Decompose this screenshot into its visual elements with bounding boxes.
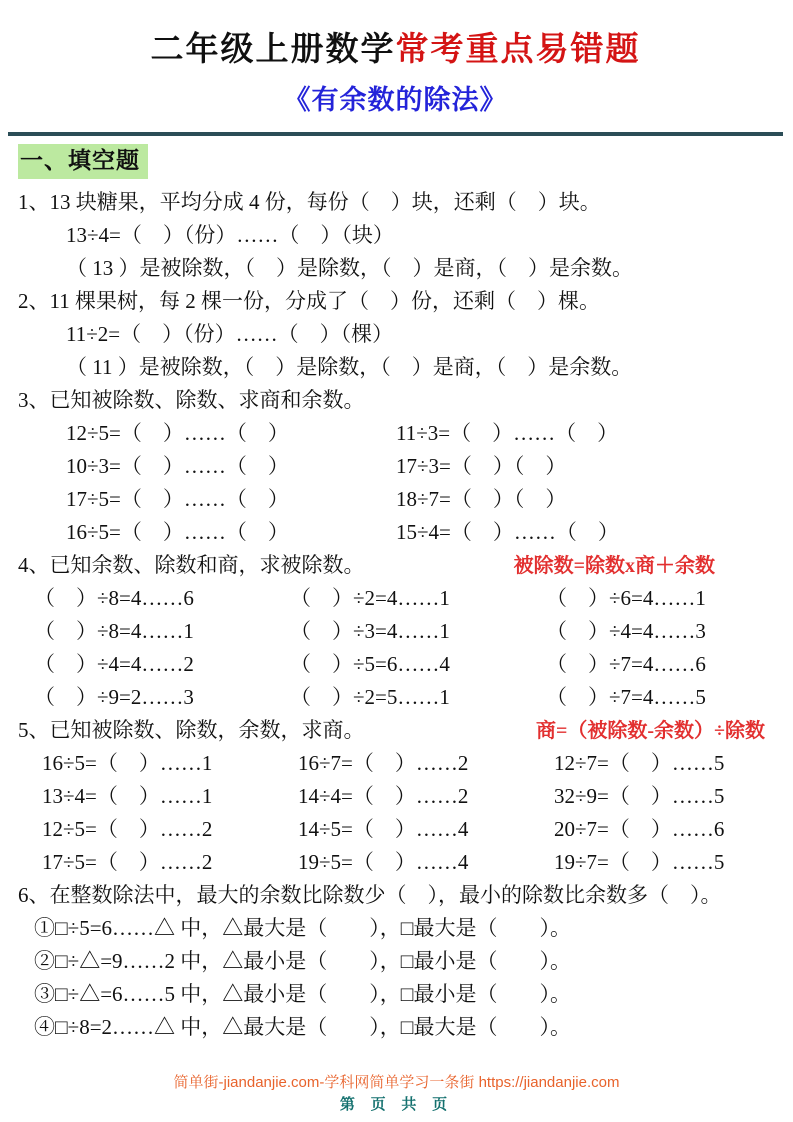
q4-title: 4、已知余数、除数和商，求被除数。 — [18, 553, 365, 577]
q4-equation: （ ）÷4=4……3 — [546, 619, 706, 643]
title-red-part: 常考重点易错题 — [395, 32, 641, 68]
q4-equation: （ ）÷6=4……1 — [546, 586, 706, 610]
q5-equation: 12÷7=（ ）……5 — [554, 751, 725, 775]
footer-page-number: 第 页 共 页 — [339, 1097, 454, 1113]
q3-equation: 16÷5=（ ）……（ ） — [66, 520, 289, 544]
q2-statement: 2、11 棵果树，每 2 棵一份，分成了（ ）份，还剩（ ）棵。 — [18, 289, 600, 313]
q5-header — [18, 714, 773, 747]
q2-terms: （ 11 ）是被除数，（ ）是除数，（ ）是商，（ ）是余数。 — [66, 355, 633, 379]
section-title: 一、填空题 — [18, 144, 148, 179]
q4-equation: （ ）÷8=4……6 — [34, 586, 194, 610]
q4-formula-hint: 被除数=除数x商＋余数 — [513, 555, 715, 577]
page-title — [18, 28, 773, 72]
q5-equation: 17÷5=（ ）……2 — [42, 850, 213, 874]
q3-equation: 17÷5=（ ）……（ ） — [66, 487, 289, 511]
q4-equation: （ ）÷5=6……4 — [290, 652, 450, 676]
q4-equation: （ ）÷2=4……1 — [290, 586, 450, 610]
q5-equation: 12÷5=（ ）……2 — [42, 817, 213, 841]
q6-title: 6、在整数除法中，最大的余数比除数少（ ），最小的除数比余数多（ ）。 — [18, 883, 722, 907]
q4-header — [18, 549, 773, 582]
q5-equation: 16÷7=（ ）……2 — [298, 751, 469, 775]
q4-equation: （ ）÷4=4……2 — [34, 652, 194, 676]
page-footer — [0, 1072, 793, 1116]
q5-equation: 14÷4=（ ）……2 — [298, 784, 469, 808]
q6-subitem-2: ②□÷△=9……2 中，△最小是（ ），□最小是（ ）。 — [34, 949, 571, 973]
q6-subitem-1: ①□÷5=6……△ 中，△最大是（ ），□最大是（ ）。 — [34, 916, 571, 940]
q1-equation: 13÷4=（ ）（份）……（ ）（块） — [66, 223, 394, 247]
q3-equation: 11÷3=（ ）……（ ） — [396, 421, 619, 445]
q4-equation: （ ）÷8=4……1 — [34, 619, 194, 643]
q3-title: 3、已知被除数、除数、求商和余数。 — [18, 388, 365, 412]
q5-equation: 20÷7=（ ）……6 — [554, 817, 725, 841]
q4-equation-grid — [18, 582, 773, 714]
q1-terms: （ 13 ）是被除数，（ ）是除数，（ ）是商，（ ）是余数。 — [66, 256, 633, 280]
title-black-part: 二年级上册数学 — [150, 32, 396, 68]
q3-equation: 10÷3=（ ）……（ ） — [66, 454, 289, 478]
section-heading — [18, 144, 773, 180]
q1-statement: 1、13 块糖果，平均分成 4 份，每份（ ）块，还剩（ ）块。 — [18, 190, 601, 214]
q3-equation: 12÷5=（ ）……（ ） — [66, 421, 289, 445]
q3-equation-grid — [18, 417, 773, 549]
footer-site-link: 简单街-jiandanjie.com-学科网简单学习一条街 https://jiandanjie.com — [173, 1074, 620, 1091]
page-subtitle: 《有余数的除法》 — [283, 85, 508, 115]
q3-equation: 17÷3=（ ）（ ） — [396, 454, 567, 478]
q5-equation: 32÷9=（ ）……5 — [554, 784, 725, 808]
q4-equation: （ ）÷7=4……6 — [546, 652, 706, 676]
q5-title: 5、已知被除数、除数，余数，求商。 — [18, 718, 365, 742]
q5-formula-hint: 商=（被除数-余数）÷除数 — [535, 720, 765, 742]
q4-equation: （ ）÷3=4……1 — [290, 619, 450, 643]
q3-equation: 18÷7=（ ）（ ） — [396, 487, 567, 511]
q5-equation: 14÷5=（ ）……4 — [298, 817, 469, 841]
q4-equation: （ ）÷2=5……1 — [290, 685, 450, 709]
q4-equation: （ ）÷7=4……5 — [546, 685, 706, 709]
divider-line — [8, 132, 783, 136]
q5-equation: 16÷5=（ ）……1 — [42, 751, 213, 775]
q5-equation: 13÷4=（ ）……1 — [42, 784, 213, 808]
q2-equation: 11÷2=（ ）（份）……（ ）（棵） — [66, 322, 394, 346]
q5-equation-grid — [18, 747, 773, 879]
q6-subitem-4: ④□÷8=2……△ 中，△最大是（ ），□最大是（ ）。 — [34, 1015, 571, 1039]
q5-equation: 19÷5=（ ）……4 — [298, 850, 469, 874]
q3-equation: 15÷4=（ ）……（ ） — [396, 520, 619, 544]
q6-subitem-3: ③□÷△=6……5 中，△最小是（ ），□最小是（ ）。 — [34, 982, 571, 1006]
q4-equation: （ ）÷9=2……3 — [34, 685, 194, 709]
q5-equation: 19÷7=（ ）……5 — [554, 850, 725, 874]
